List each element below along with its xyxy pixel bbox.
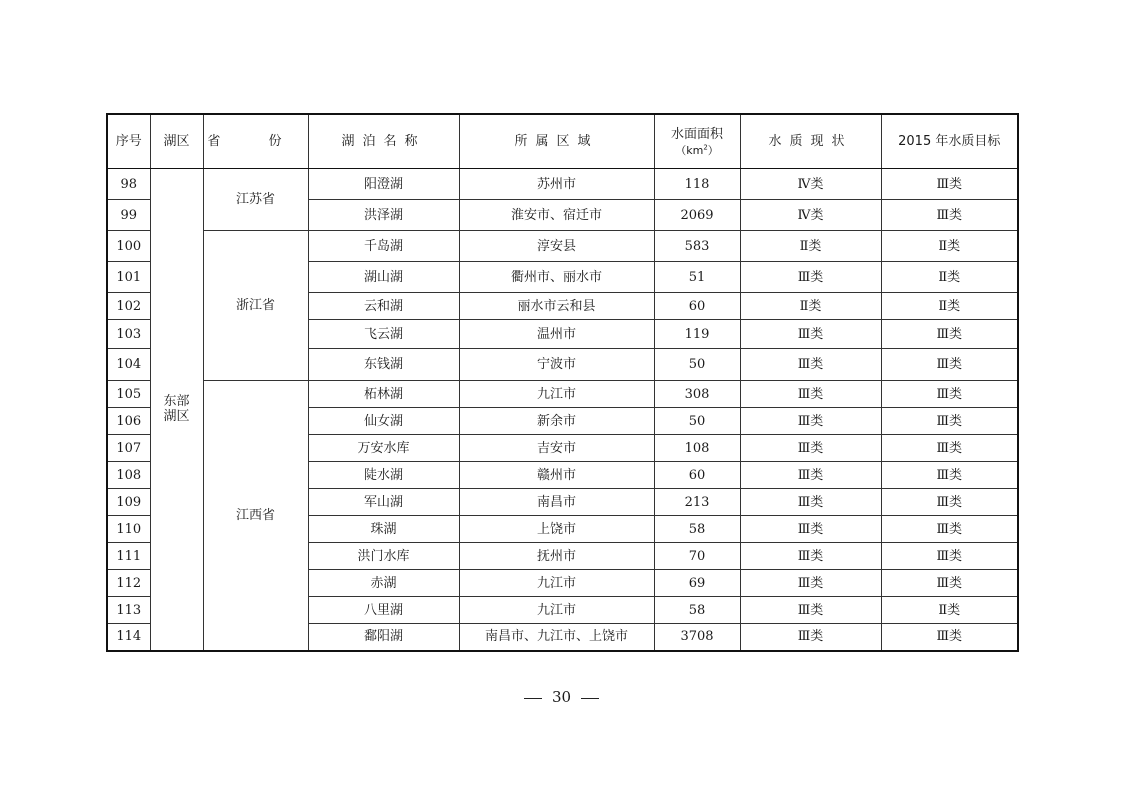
lake-name: 洪门水库 <box>308 543 459 570</box>
quality-target: Ⅲ类 <box>881 570 1018 597</box>
water-area: 50 <box>654 349 740 381</box>
quality-status: Ⅲ类 <box>740 624 881 651</box>
header-lake-name: 湖泊名称 <box>308 114 459 169</box>
row-index: 105 <box>107 381 150 408</box>
row-index: 114 <box>107 624 150 651</box>
lake-name: 云和湖 <box>308 293 459 320</box>
area-region: 九江市 <box>459 381 654 408</box>
area-region: 温州市 <box>459 320 654 349</box>
header-province: 省 份 <box>203 114 308 169</box>
row-index: 111 <box>107 543 150 570</box>
quality-target: Ⅲ类 <box>881 381 1018 408</box>
row-index: 101 <box>107 262 150 293</box>
water-area: 583 <box>654 231 740 262</box>
water-area: 308 <box>654 381 740 408</box>
lake-name: 飞云湖 <box>308 320 459 349</box>
area-region: 新余市 <box>459 408 654 435</box>
lake-name: 洪泽湖 <box>308 200 459 231</box>
quality-target: Ⅱ类 <box>881 262 1018 293</box>
water-area: 69 <box>654 570 740 597</box>
table-body <box>107 169 1018 651</box>
province-cell-jiangsu: 江苏省 <box>203 169 308 231</box>
water-area: 50 <box>654 408 740 435</box>
quality-status: Ⅲ类 <box>740 570 881 597</box>
quality-target: Ⅲ类 <box>881 349 1018 381</box>
province-cell-jiangxi: 江西省 <box>203 381 308 651</box>
header-water-area-unit: $(km^2)$ <box>675 142 719 157</box>
area-region: 淮安市、宿迁市 <box>459 200 654 231</box>
page-number-value: 30 <box>551 688 572 706</box>
water-area: 2069 <box>654 200 740 231</box>
water-area: 118 <box>654 169 740 200</box>
quality-target: Ⅲ类 <box>881 320 1018 349</box>
table-row <box>107 169 1018 200</box>
area-region: 上饶市 <box>459 516 654 543</box>
lake-name: 万安水库 <box>308 435 459 462</box>
quality-target: Ⅲ类 <box>881 624 1018 651</box>
area-region: 南昌市 <box>459 489 654 516</box>
quality-target: Ⅱ类 <box>881 293 1018 320</box>
lake-water-quality-table <box>106 113 1019 652</box>
area-region: 抚州市 <box>459 543 654 570</box>
water-area: 119 <box>654 320 740 349</box>
row-index: 113 <box>107 597 150 624</box>
area-region: 衢州市、丽水市 <box>459 262 654 293</box>
quality-status: Ⅲ类 <box>740 381 881 408</box>
row-index: 102 <box>107 293 150 320</box>
lake-name: 珠湖 <box>308 516 459 543</box>
region-line-2: 湖区 <box>163 409 190 425</box>
row-index: 110 <box>107 516 150 543</box>
quality-status: Ⅲ类 <box>740 435 881 462</box>
quality-target: Ⅱ类 <box>881 231 1018 262</box>
area-region: 丽水市云和县 <box>459 293 654 320</box>
row-index: 104 <box>107 349 150 381</box>
quality-target: Ⅲ类 <box>881 408 1018 435</box>
header-region: 湖区 <box>150 114 203 169</box>
lake-name: 八里湖 <box>308 597 459 624</box>
header-water-area-label: 水面面积 <box>670 126 723 142</box>
area-region: 九江市 <box>459 570 654 597</box>
quality-status: Ⅱ类 <box>740 293 881 320</box>
lake-name: 赤湖 <box>308 570 459 597</box>
quality-status: Ⅲ类 <box>740 262 881 293</box>
quality-status: Ⅳ类 <box>740 200 881 231</box>
quality-target: Ⅲ类 <box>881 435 1018 462</box>
header-quality-target: 2015 年水质目标 <box>881 114 1018 169</box>
lake-name: 军山湖 <box>308 489 459 516</box>
water-area: 60 <box>654 293 740 320</box>
water-area: 51 <box>654 262 740 293</box>
lake-name: 柘林湖 <box>308 381 459 408</box>
province-cell-zhejiang: 浙江省 <box>203 231 308 381</box>
quality-target: Ⅲ类 <box>881 489 1018 516</box>
lake-name: 阳澄湖 <box>308 169 459 200</box>
quality-status: Ⅳ类 <box>740 169 881 200</box>
area-region: 九江市 <box>459 597 654 624</box>
lake-name: 东钱湖 <box>308 349 459 381</box>
lake-name: 陡水湖 <box>308 462 459 489</box>
quality-target: Ⅲ类 <box>881 200 1018 231</box>
row-index: 98 <box>107 169 150 200</box>
row-index: 100 <box>107 231 150 262</box>
row-index: 107 <box>107 435 150 462</box>
water-area: 3708 <box>654 624 740 651</box>
row-index: 99 <box>107 200 150 231</box>
page-number-dash-right <box>581 698 599 699</box>
quality-status: Ⅲ类 <box>740 320 881 349</box>
header-water-area <box>654 114 740 169</box>
quality-status: Ⅲ类 <box>740 543 881 570</box>
area-region: 吉安市 <box>459 435 654 462</box>
lake-name: 仙女湖 <box>308 408 459 435</box>
row-index: 106 <box>107 408 150 435</box>
region-cell <box>150 169 203 651</box>
water-area: 213 <box>654 489 740 516</box>
row-index: 112 <box>107 570 150 597</box>
quality-target: Ⅲ类 <box>881 516 1018 543</box>
header-quality-status: 水质现状 <box>740 114 881 169</box>
header-index: 序号 <box>107 114 150 169</box>
quality-status: Ⅱ类 <box>740 231 881 262</box>
header-area-region: 所属区域 <box>459 114 654 169</box>
row-index: 109 <box>107 489 150 516</box>
page-number <box>0 688 1123 706</box>
area-region: 赣州市 <box>459 462 654 489</box>
lake-name: 千岛湖 <box>308 231 459 262</box>
quality-status: Ⅲ类 <box>740 516 881 543</box>
quality-target: Ⅲ类 <box>881 543 1018 570</box>
row-index: 108 <box>107 462 150 489</box>
table-row <box>107 231 1018 262</box>
quality-status: Ⅲ类 <box>740 408 881 435</box>
quality-target: Ⅱ类 <box>881 597 1018 624</box>
area-region: 南昌市、九江市、上饶市 <box>459 624 654 651</box>
area-region: 宁波市 <box>459 349 654 381</box>
table-header-row <box>107 114 1018 169</box>
water-area: 58 <box>654 597 740 624</box>
region-line-1: 东部 <box>163 394 190 410</box>
quality-target: Ⅲ类 <box>881 169 1018 200</box>
area-region: 淳安县 <box>459 231 654 262</box>
page-number-dash-left <box>524 698 542 699</box>
quality-target: Ⅲ类 <box>881 462 1018 489</box>
lake-name: 湖山湖 <box>308 262 459 293</box>
water-area: 60 <box>654 462 740 489</box>
water-area: 58 <box>654 516 740 543</box>
lake-name: 鄱阳湖 <box>308 624 459 651</box>
water-area: 70 <box>654 543 740 570</box>
quality-status: Ⅲ类 <box>740 489 881 516</box>
quality-status: Ⅲ类 <box>740 462 881 489</box>
quality-status: Ⅲ类 <box>740 597 881 624</box>
water-area: 108 <box>654 435 740 462</box>
quality-status: Ⅲ类 <box>740 349 881 381</box>
table-row <box>107 381 1018 408</box>
row-index: 103 <box>107 320 150 349</box>
area-region: 苏州市 <box>459 169 654 200</box>
